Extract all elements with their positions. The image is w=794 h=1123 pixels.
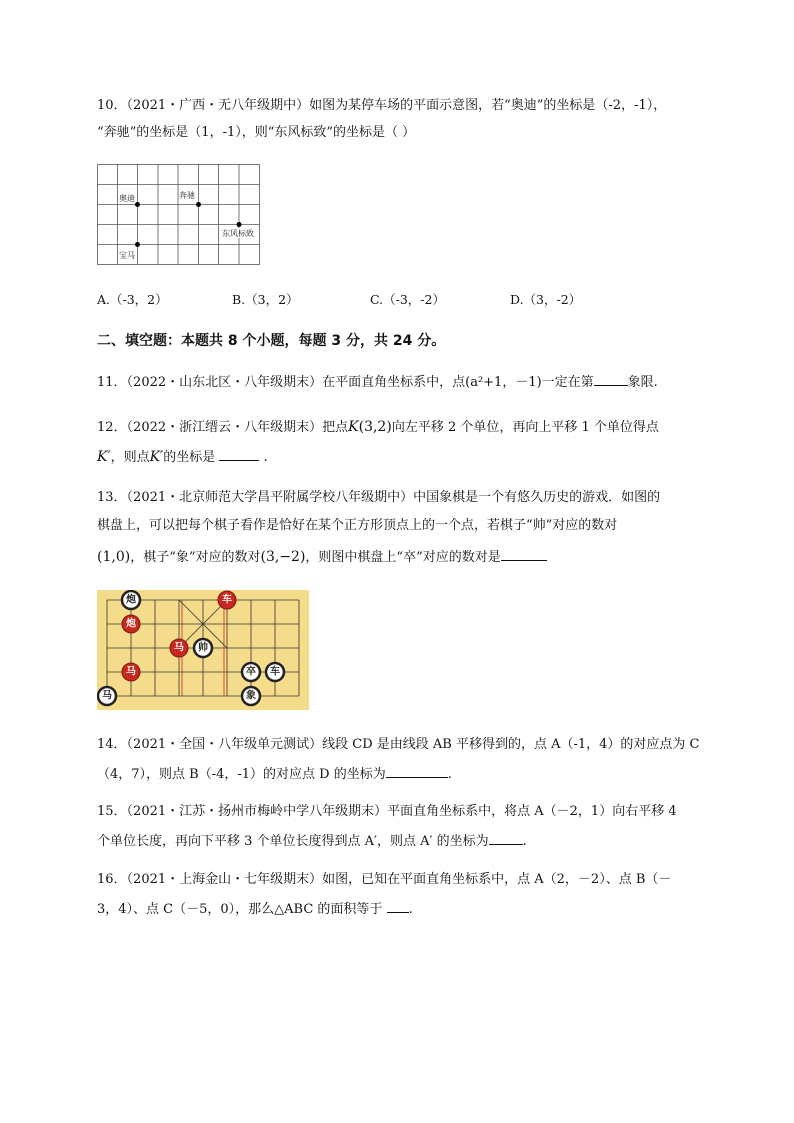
q13-text-d: ，则图中棋盘上“卒”对应的数对是 [305,550,501,565]
benz-label: 奔驰 [179,191,195,200]
piece-pao-red: 炮 [126,618,136,630]
audi-label: 奥迪 [119,194,135,203]
q12-end: . [263,450,268,465]
q16-answer-blank[interactable] [387,898,409,913]
q15-answer-blank[interactable] [489,830,523,845]
q10-option-b[interactable]: B.（3，2） [232,292,299,307]
q15-line1: 15．（2021・江苏・扬州市梅岭中学八年级期末）平面直角坐标系中，将点 A（－2，1）向右平移 4 [97,804,677,819]
q16-line2 [97,898,413,919]
q14-answer-blank[interactable] [386,763,448,778]
q14-end: . [447,767,452,782]
piece-ma-red-2: 马 [126,666,136,678]
q12-text-mid2: ，则点 [110,450,150,465]
q10-line1: 10．（2021・广西・无八年级期中）如图为某停车场的平面示意图，若“奥迪”的坐标是（-2，-1）， [97,98,667,113]
bmw-label: 宝马 [119,251,135,260]
q11-answer-blank[interactable] [594,371,628,386]
piece-xiang: 象 [246,690,256,702]
q13-line2: 棋盘上，可以把每个棋子看作是恰好在某个正方形顶点上的一个点，若棋子“帅”对应的数对 [97,518,618,533]
q12-coords: (3,2) [358,419,392,435]
q13-pair-shuai: (1,0) [97,549,131,565]
q13-line1: 13．（2021・北京师范大学昌平附属学校八年级期中）中国象棋是一个有悠久历史的游戏．如图的 [97,490,661,505]
peugeot-point [237,222,242,227]
q12-line2 [97,446,268,467]
q12-point-k: K [348,419,359,435]
piece-ma-black: 马 [102,690,112,702]
piece-che-red: 车 [222,594,232,606]
chess-board-figure [97,590,309,710]
q10-option-c[interactable]: C.（-3，-2） [370,292,445,307]
bmw-point [135,242,140,247]
q12-text-post: 的坐标是 [163,450,216,465]
q14-line2 [97,763,452,784]
q10-line2: “奔驰”的坐标是（1，-1），则“东风标致”的坐标是（ ） [97,125,416,140]
q12-point-kprime-2: K′ [149,449,164,465]
benz-point [196,202,201,207]
parking-lot-figure [97,164,262,266]
q14-line1: 14．（2021・全国・八年级单元测试）线段 CD 是由线段 AB 平移得到的，点 A（-1，4）的对应点为 C [97,737,700,752]
q16-text: 3，4）、点 C（－5，0），那么△ABC 的面积等于 [97,902,383,917]
q13-text-b: ，棋子“象”对应的数对 [130,550,261,565]
q13-answer-blank[interactable] [501,546,547,561]
piece-pao-black: 炮 [126,594,136,606]
q11-text: 11．（2022・山东北区・八年级期末）在平面直角坐标系中，点(a²+1，－1)一定在第 [97,375,594,390]
q16-end: . [408,902,413,917]
q10-option-d[interactable]: D.（3，-2） [510,292,582,307]
q15-line2 [97,830,527,851]
audi-point [135,202,140,207]
q14-text: （4，7），则点 B（-4，-1）的对应点 D 的坐标为 [97,767,386,782]
piece-ma-red-1: 马 [174,642,184,654]
q15-end: . [522,834,527,849]
q15-text: 个单位长度，再向下平移 3 个单位长度得到点 A′，则点 A′ 的坐标为 [97,834,489,849]
q13-line3 [97,546,547,567]
q12-answer-blank[interactable] [219,446,259,461]
piece-che-black: 车 [270,666,280,678]
q10-option-a[interactable]: A.（-3，2） [97,292,168,307]
q12-point-kprime: K′ [97,449,111,465]
q16-line1: 16．（2021・上海金山・七年级期末）如图，已知在平面直角坐标系中，点 A（2，－2）、点 B（－ [97,872,672,887]
q11-end: 象限. [627,375,658,390]
piece-shuai: 帅 [198,642,208,654]
section-title: 二、填空题：本题共 8 个小题，每题 3 分，共 24 分。 [97,333,446,349]
q12-line1 [97,418,659,437]
piece-zu: 卒 [246,666,256,678]
peugeot-label: 东风标致 [222,229,254,238]
q11 [97,371,658,392]
q12-text-mid: 向左平移 2 个单位，再向上平移 1 个单位得点 [391,420,659,435]
q12-text: 12．（2022・浙江缙云・八年级期末）把点 [97,420,349,435]
q13-pair-xiang: (3,−2) [260,549,306,565]
